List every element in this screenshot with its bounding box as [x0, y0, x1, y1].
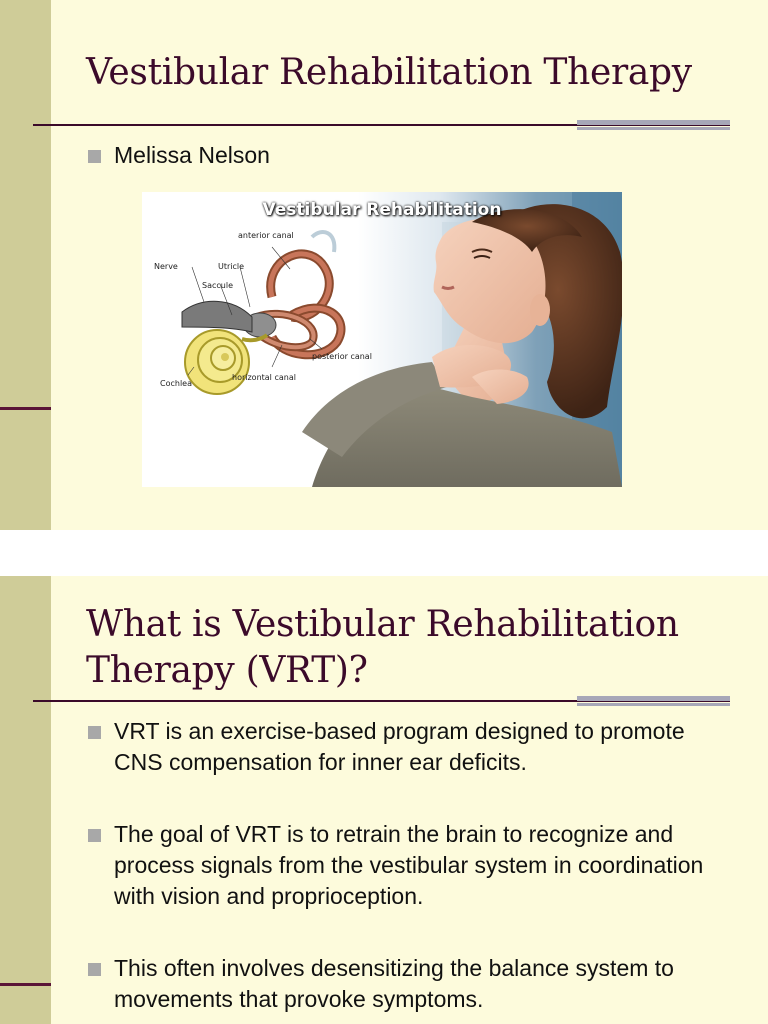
slide-side-band: [0, 0, 51, 530]
bullet-text: Melissa Nelson: [114, 142, 270, 168]
slide-2: [0, 576, 768, 1024]
label-posterior-canal: posterior canal: [312, 352, 372, 361]
page-gap: [0, 530, 768, 576]
vestibular-illustration: [142, 192, 622, 487]
label-saccule: Saccule: [202, 281, 233, 290]
label-cochlea: Cochlea: [160, 379, 192, 388]
photo-caption: Vestibular Rehabilitation: [262, 200, 502, 220]
slide-2-bullets: [88, 716, 718, 1015]
bullet-text: The goal of VRT is to retrain the brain to recognize and process signals from the vestibular system in coordination with vision and proprioception.: [114, 821, 704, 909]
bullet-text: VRT is an exercise-based program designed to promote CNS compensation for inner ear deficits.: [114, 718, 685, 775]
bullet-item: [88, 140, 270, 171]
slide-1-bullets: [88, 140, 270, 171]
bullet-item: [88, 953, 718, 1015]
label-anterior-canal: anterior canal: [238, 231, 294, 240]
square-bullet-icon: [88, 150, 101, 163]
slide-2-title: What is Vestibular Rehabilitation Therapy (VRT)?: [86, 604, 679, 691]
title-rule-accent: [577, 696, 730, 708]
side-band-tick: [0, 983, 51, 986]
bullet-item: [88, 819, 718, 912]
label-horizontal-canal: horizontal canal: [232, 373, 296, 382]
square-bullet-icon: [88, 829, 101, 842]
bullet-text: This often involves desensitizing the balance system to movements that provoke symptoms.: [114, 955, 674, 1012]
slide-side-band: [0, 576, 51, 1024]
bullet-item: [88, 716, 718, 778]
slide-1-title: Vestibular Rehabilitation Therapy: [86, 52, 692, 93]
vestibular-photo: [142, 192, 622, 487]
side-band-tick: [0, 407, 51, 410]
label-nerve: Nerve: [154, 262, 178, 271]
label-utricle: Utricle: [218, 262, 245, 271]
square-bullet-icon: [88, 726, 101, 739]
square-bullet-icon: [88, 963, 101, 976]
title-rule-accent: [577, 120, 730, 132]
